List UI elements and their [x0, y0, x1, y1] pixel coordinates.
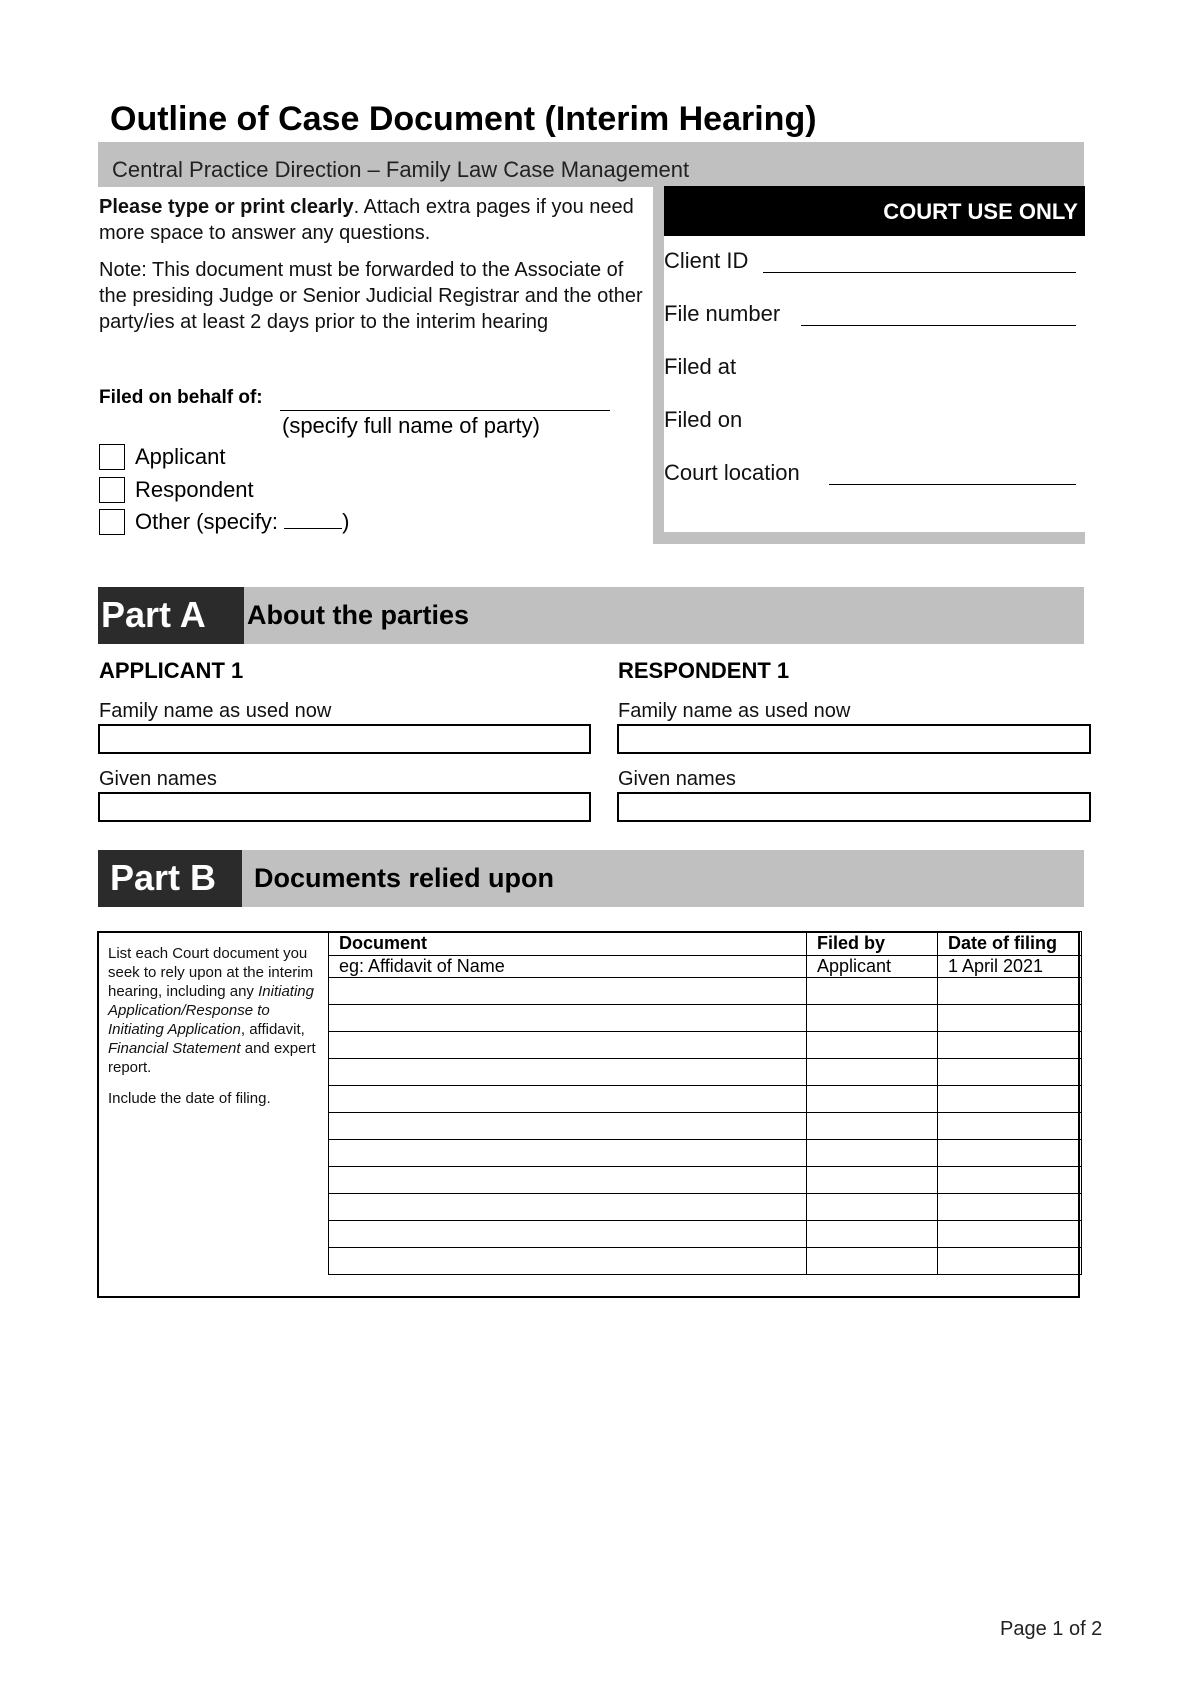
filed-by-cell[interactable] — [807, 1194, 938, 1221]
filed-by-cell[interactable] — [807, 1140, 938, 1167]
table-row — [329, 1005, 1082, 1032]
respondent-given-names-label: Given names — [618, 768, 736, 790]
client-id-label: Client ID — [664, 248, 749, 273]
instruction-text — [99, 194, 649, 246]
filed-by-cell[interactable] — [807, 1032, 938, 1059]
applicant-family-name-label: Family name as used now — [99, 700, 332, 722]
respondent-heading: RESPONDENT 1 — [618, 658, 790, 683]
other-prefix: Other (specify: — [135, 509, 279, 534]
date-of-filing-cell[interactable] — [938, 1086, 1082, 1113]
date-of-filing-cell[interactable] — [938, 1167, 1082, 1194]
instruction-rest: . Attach extra pages if you need more space to answer any questions. — [99, 196, 634, 244]
applicant-heading: APPLICANT 1 — [99, 658, 244, 683]
part-a-label: Part A — [101, 594, 206, 635]
date-of-filing-cell[interactable] — [938, 1113, 1082, 1140]
example-document: eg: Affidavit of Name — [329, 956, 807, 978]
part-b-title: Documents relied upon — [254, 863, 555, 893]
filed-by-cell[interactable] — [807, 1248, 938, 1275]
document-cell[interactable] — [329, 1248, 807, 1275]
documents-description — [108, 944, 323, 1120]
documents-date-note: Include the date of filing. — [108, 1090, 271, 1107]
other-suffix: ) — [342, 509, 350, 534]
document-cell[interactable] — [329, 1140, 807, 1167]
applicant-checkbox[interactable] — [99, 444, 125, 470]
filed-by-cell[interactable] — [807, 1167, 938, 1194]
respondent-family-name-field[interactable] — [617, 724, 1091, 754]
filed-by-cell[interactable] — [807, 978, 938, 1005]
table-row — [329, 1167, 1082, 1194]
document-cell[interactable] — [329, 978, 807, 1005]
other-specify-line[interactable] — [284, 510, 342, 529]
table-row — [329, 1248, 1082, 1275]
instruction-bold: Please type or print clearly — [99, 196, 354, 218]
filed-on-behalf-input-line[interactable] — [280, 410, 610, 411]
documents-header-row — [329, 932, 1082, 956]
date-of-filing-cell[interactable] — [938, 1221, 1082, 1248]
document-cell[interactable] — [329, 1113, 807, 1140]
date-of-filing-cell[interactable] — [938, 1005, 1082, 1032]
table-row — [329, 978, 1082, 1005]
date-of-filing-cell[interactable] — [938, 1059, 1082, 1086]
document-cell[interactable] — [329, 1167, 807, 1194]
document-cell[interactable] — [329, 1221, 807, 1248]
date-of-filing-cell[interactable] — [938, 1140, 1082, 1167]
respondent-given-names-field[interactable] — [617, 792, 1091, 822]
other-label — [135, 509, 350, 535]
filed-on-label: Filed on — [664, 407, 743, 432]
respondent-family-name-label: Family name as used now — [618, 700, 851, 722]
desc-text-3: and expert report. — [108, 1040, 316, 1076]
option-respondent[interactable] — [99, 476, 254, 504]
table-row — [329, 1059, 1082, 1086]
date-of-filing-cell[interactable] — [938, 1194, 1082, 1221]
filed-on-behalf-label: Filed on behalf of: — [99, 387, 263, 408]
document-cell[interactable] — [329, 1059, 807, 1086]
documents-description-para — [108, 944, 323, 1077]
other-checkbox[interactable] — [99, 509, 125, 535]
court-location-label: Court location — [664, 460, 800, 485]
filed-by-cell[interactable] — [807, 1113, 938, 1140]
filed-by-cell[interactable] — [807, 1059, 938, 1086]
documents-table — [328, 931, 1082, 1275]
example-row — [329, 956, 1082, 978]
document-title: Outline of Case Document (Interim Hearing) — [110, 100, 817, 138]
filed-by-cell[interactable] — [807, 1086, 938, 1113]
table-row — [329, 1194, 1082, 1221]
table-row — [329, 1140, 1082, 1167]
table-row — [329, 1032, 1082, 1059]
example-filed-by: Applicant — [807, 956, 938, 978]
forwarding-note: Note: This document must be forwarded to the Associate of the presiding Judge or Senior Judicial Registrar and the other party/ies at least 2 days prior to the interim hearing — [99, 259, 643, 333]
document-cell[interactable] — [329, 1005, 807, 1032]
desc-text-2: , affidavit, — [240, 1021, 305, 1038]
filed-by-cell[interactable] — [807, 1221, 938, 1248]
document-cell[interactable] — [329, 1032, 807, 1059]
applicant-given-names-label: Given names — [99, 768, 217, 790]
column-header-document: Document — [329, 932, 807, 956]
document-cell[interactable] — [329, 1194, 807, 1221]
option-other[interactable] — [99, 508, 350, 536]
specify-party-hint: (specify full name of party) — [282, 413, 540, 438]
part-a-title: About the parties — [247, 600, 470, 630]
client-id-line — [763, 272, 1076, 273]
desc-text-1: List each Court document you seek to rely upon at the interim hearing, including any — [108, 945, 314, 1000]
document-cell[interactable] — [329, 1086, 807, 1113]
court-location-line — [829, 484, 1076, 485]
file-number-line — [801, 325, 1076, 326]
desc-italic-1: Initiating Application/Response to Initiating Application — [108, 983, 314, 1038]
filed-at-label: Filed at — [664, 354, 737, 379]
part-b-label: Part B — [110, 857, 217, 898]
court-use-title: COURT USE ONLY — [883, 199, 1078, 224]
date-of-filing-cell[interactable] — [938, 1032, 1082, 1059]
applicant-label: Applicant — [135, 444, 226, 469]
desc-italic-2: Financial Statement — [108, 1040, 241, 1057]
part-a-bar — [98, 587, 1084, 644]
date-of-filing-cell[interactable] — [938, 1248, 1082, 1275]
filed-by-cell[interactable] — [807, 1005, 938, 1032]
applicant-family-name-field[interactable] — [98, 724, 591, 754]
table-row — [329, 1113, 1082, 1140]
column-header-filed-by: Filed by — [807, 932, 938, 956]
file-number-label: File number — [664, 301, 781, 326]
table-row — [329, 1086, 1082, 1113]
page-number: Page 1 of 2 — [1000, 1618, 1103, 1640]
column-header-date-of-filing: Date of filing — [938, 932, 1082, 956]
date-of-filing-cell[interactable] — [938, 978, 1082, 1005]
example-date: 1 April 2021 — [938, 956, 1082, 978]
option-applicant[interactable] — [99, 443, 226, 471]
document-subtitle: Central Practice Direction – Family Law Case Management — [112, 157, 690, 182]
applicant-given-names-field[interactable] — [98, 792, 591, 822]
respondent-checkbox[interactable] — [99, 477, 125, 503]
table-row — [329, 1221, 1082, 1248]
respondent-label: Respondent — [135, 477, 254, 502]
part-b-bar — [98, 850, 1084, 907]
